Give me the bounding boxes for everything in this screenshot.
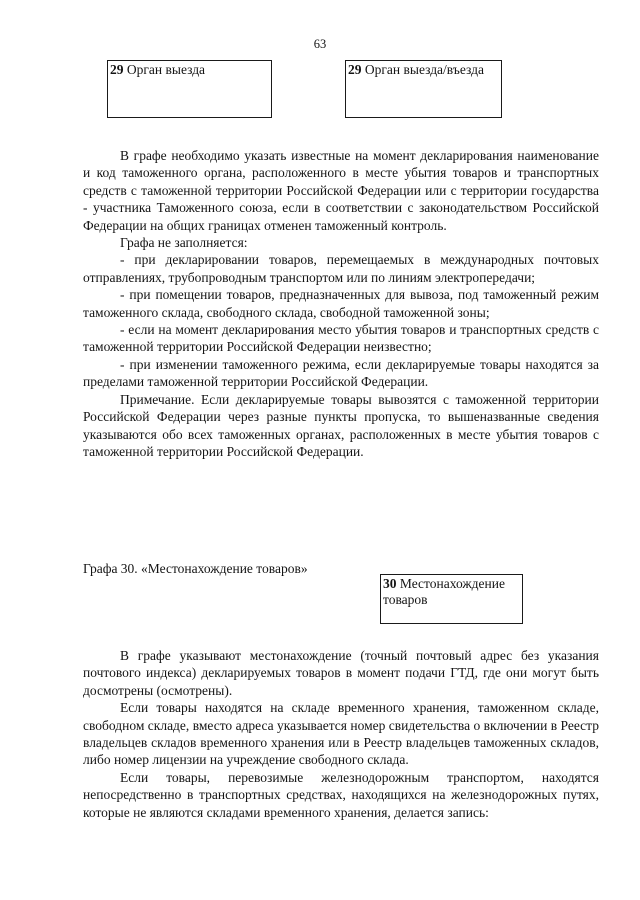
page-number: 63 [313, 37, 327, 51]
field-label: Орган выезда [126, 62, 206, 77]
paragraph: Если товары, перевозимые железнодорожным транспортом, находятся непосредственно в транспортных средствах, находящихся на железнодорожных путях, которые не являются складами временного хранения, делается запись: [83, 769, 599, 820]
field-label: Местонахождение товаров [383, 576, 505, 607]
paragraph: Если товары находятся на складе временного хранения, таможенном складе, свободном складе, вместо адреса указывается номер свидетельства о включении в Реестр владельцев складов временного хранения или в Реестр владельцев таможенных складов, либо номер лицензии на учреждение свободного склада. [83, 700, 599, 768]
paragraph: В графе указывают местонахождение (точный почтовый адрес без указания почтового индекса) декларируемых товаров в момент подачи ГТД, где они могут быть досмотрены (осмотрены). [83, 648, 599, 698]
field-box-exit-authority [107, 60, 272, 118]
section-30-heading: Графа 30. «Местонахождение товаров» [83, 561, 308, 576]
paragraph: Графа не заполняется: [120, 235, 248, 251]
field-label: Орган выезда/въезда [364, 62, 484, 77]
section-30-text [83, 647, 599, 821]
list-item: - при помещении товаров, предназначенных для вывоза, под таможенный режим таможенного склада, свободного склада, свободной таможенной зоны; [83, 287, 599, 320]
note-paragraph: Примечание. Если декларируемые товары вывозятся с таможенной территории Российской Федерации через разные пункты пропуска, то вышеназванные сведения указываются обо всех таможенных органах, расположенных в месте убытия товаров с таможенной территории Российской Федерации. [83, 391, 599, 459]
paragraph: В графе необходимо указать известные на момент декларирования наименование и код таможенного органа, расположенного в месте убытия товаров и транспортных средств с таможенной территории Российской Федерации или с территории государства - участника Таможенного союза, если в соответствии с законодательством Российской Федерации на общих границах отменен таможенный контроль. [83, 148, 599, 233]
list-item: - при изменении таможенного режима, если декларируемые товары находятся за пределами таможенной территории Российской Федерации. [83, 356, 599, 390]
field-box-exit-entry-authority [345, 60, 502, 118]
field-box-goods-location [380, 574, 523, 624]
list-item: - при декларировании товаров, перемещаемых в международных почтовых отправлениях, трубопроводным транспортом или по линиям электропередачи; [83, 252, 599, 285]
field-number: 29 [110, 62, 124, 77]
section-29-text [83, 147, 599, 460]
field-number: 29 [348, 62, 362, 77]
list-item: - если на момент декларирования место убытия товаров и транспортных средств с таможенной территории Российской Федерации неизвестно; [83, 322, 599, 355]
field-number: 30 [383, 576, 397, 591]
